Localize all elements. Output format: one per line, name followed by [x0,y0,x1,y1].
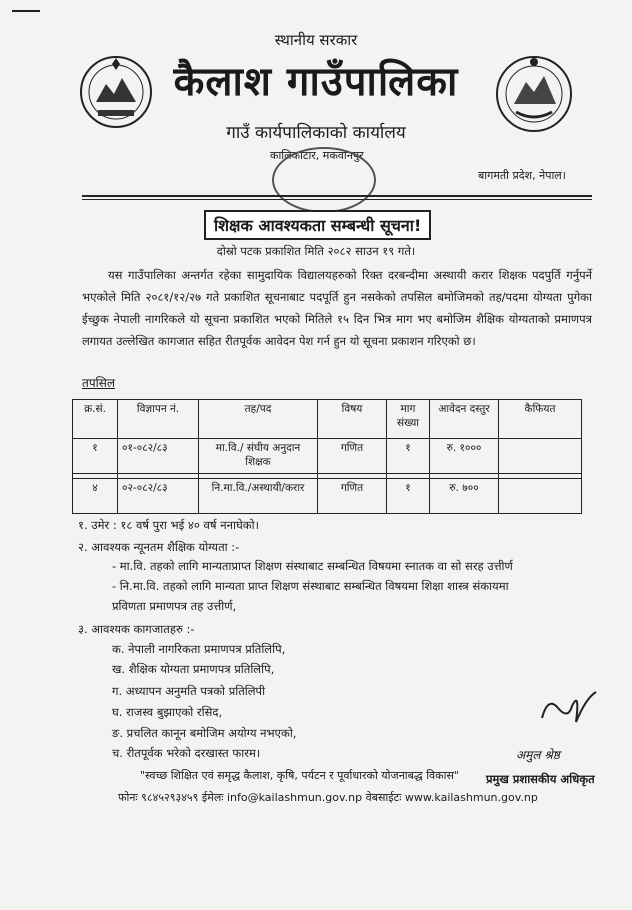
notice-title: शिक्षक आवश्यकता सम्बन्धी सूचना! [204,210,431,240]
cell-ad-no: ०१-०८२/८३ [118,439,199,474]
office-address: कालिकाटार, मकवानपुर [270,149,364,162]
header-divider-thin [82,199,592,200]
notice-body-text: यस गाउँपालिका अन्तर्गत रहेका सामुदायिक विद्यालयहरुको रिक्त दरबन्दीमा अस्थायी करार शिक्षक पदपुर्ति गर्नुपर्ने भएकोले मिति २०८१/१२/२७ गते प्रकाशित सूचनाबाट पदपूर्ति हुन नसकेको तपसिल बमोजिमको तह/पदमा योग्यता पुगेका ईच्छुक नेपाली नागरिकले यो सूचना प्रकाशित भएको मितिले १५ दिन भित्र माग भए बमोजिम शैक्षिक योग्यताको प्रमाणपत्र लगायत उल्लेखित कागजात सहित रीतपूर्वक आवेदन पेश गर्न हुन यो सूचना प्रकाशन गरिएको छ। [82,268,592,348]
document-item: ख. शैक्षिक योग्यता प्रमाणपत्र प्रतिलिपि, [112,662,275,676]
corner-mark [12,10,40,12]
col-header-level: तह/पद [199,400,318,439]
municipality-title: कैलाश गाउँपालिका [173,59,459,105]
cell-remarks [499,439,582,474]
document-item: घ. राजस्व बुझाएको रसिद, [112,705,223,719]
document-item: ग. अध्यापन अनुमति पत्रको प्रतिलिपी [112,684,266,698]
age-condition: १. उमेर : १८ वर्ष पुरा भई ४० वर्ष ननाघेको। [78,518,259,532]
government-label: स्थानीय सरकार [274,31,358,49]
cell-level: मा.वि./ संघीय अनुदान शिक्षक [199,439,318,474]
schedule-heading: तपसिल [82,376,116,390]
documents-heading: ३. आवश्यक कागजातहरु :- [78,622,195,636]
signatory-name: अमुल श्रेष्ठ [516,748,560,762]
qualification-heading: २. आवश्यक न्यूनतम शैक्षिक योग्यता :- [78,540,240,554]
cell-fee: रु. १००० [430,439,499,474]
col-header-subject: विषय [318,400,387,439]
document-item: क. नेपाली नागरिकता प्रमाणपत्र प्रतिलिपि, [112,642,286,656]
province-label: बागमती प्रदेश, नेपाल। [478,169,566,182]
cell-subject: गणित [318,439,387,474]
cell-subject: गणित [318,479,387,514]
office-stamp [272,147,376,213]
table-row [73,479,582,514]
qualification-item: - नि.मा.वि. तहको लागि मान्यता प्राप्त शिक्षण संस्थाबाट सम्बन्धित विषयमा शिक्षा शास्त्र संकायमा [112,579,509,593]
col-header-ad-no: विज्ञापन नं. [118,400,199,439]
cell-level: नि.मा.वि./अस्थायी/करार [199,479,318,514]
vacancy-table [72,399,582,514]
office-name: गाउँ कार्यपालिकाको कार्यालय [226,123,406,143]
publication-date: दोस्रो पटक प्रकाशित मिति २०८२ साउन १९ गते। [216,244,416,258]
cell-ad-no: ०२-०८२/८३ [118,479,199,514]
cell-demand: १ [387,479,430,514]
col-header-demand: माग संख्या [387,400,430,439]
table-header-row [73,400,582,439]
contact-line: फोनः ९८४५२९३४५९ ईमेलः info@kailashmun.gov.np वेबसाईटः www.kailashmun.gov.np [118,791,538,804]
notice-body [82,264,592,352]
table-row [73,439,582,474]
col-header-sn: क्र.सं. [73,400,118,439]
cell-sn: १ [73,439,118,474]
cell-remarks [499,479,582,514]
col-header-fee: आवेदन दस्तुर [430,400,499,439]
cell-demand: १ [387,439,430,474]
signature-scribble [536,678,600,738]
document-item: च. रीतपूर्वक भरेको दरखास्त फारम। [112,746,261,760]
document-item: ङ. प्रचलित कानून बमोजिम अयोग्य नभएको, [112,726,297,740]
cell-sn: ४ [73,479,118,514]
cell-fee: रु. ७०० [430,479,499,514]
signatory-designation: प्रमुख प्रशासकीय अधिकृत [486,772,595,786]
header-divider [82,195,592,197]
municipality-slogan: "स्वच्छ शिक्षित एवं समृद्ध कैलाश, कृषि, पर्यटन र पूर्वाधारको योजनाबद्ध विकास" [140,769,459,782]
qualification-item-cont: प्रविणता प्रमाणपत्र तह उत्तीर्ण, [112,599,237,613]
qualification-item: - मा.वि. तहको लागि मान्यताप्राप्त शिक्षण संस्थाबाट सम्बन्धित विषयमा स्नातक वा सो सरह उत्तीर्ण [112,559,513,573]
col-header-remarks: कैफियत [499,400,582,439]
